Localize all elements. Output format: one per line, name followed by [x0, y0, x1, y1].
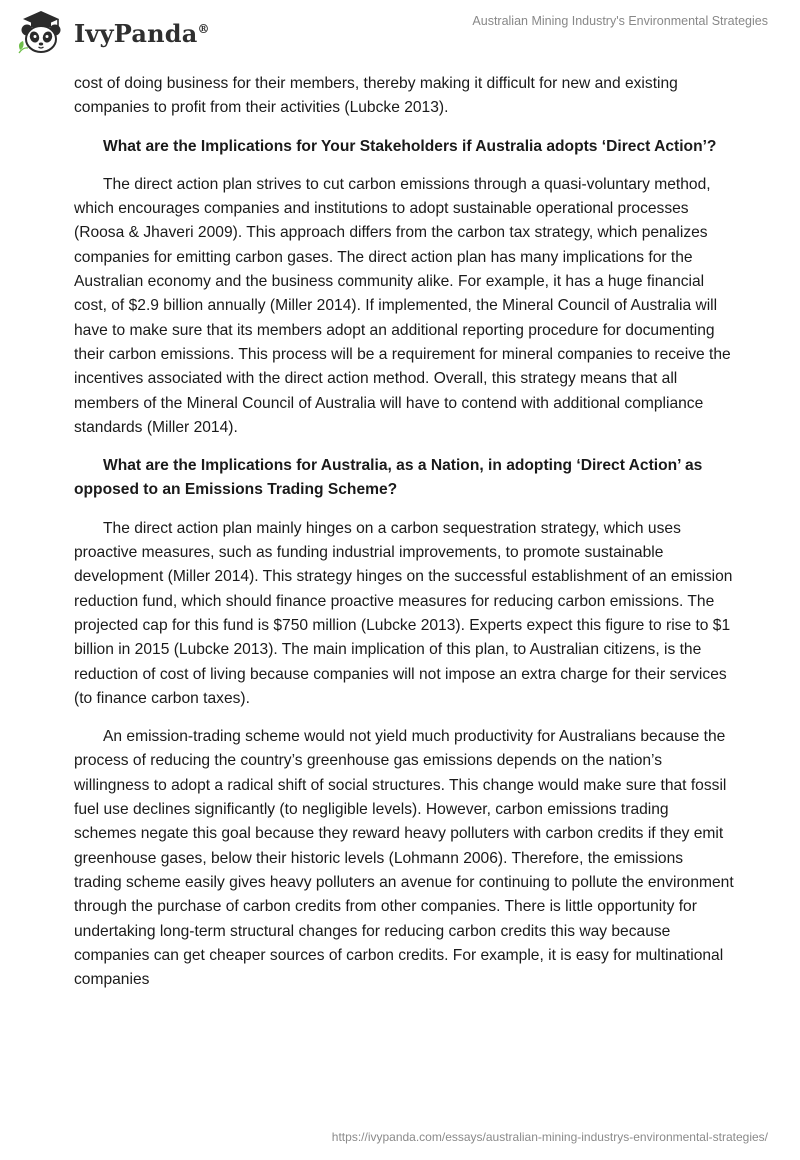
paragraph-sequestration: The direct action plan mainly hinges on a carbon sequestration strategy, which uses proactive measures, such as funding industrial improvements, to promote sustainable development (Miller 2014). This strategy hinges on the successful establishment of an emission reduction fund, which should finance proactive measures for reducing carbon emissions. The projected cap for this fund is $750 million (Lubcke 2013). Experts expect this figure to rise to $1 billion in 2015 (Lubcke 2013). The main implication of this plan, to Australian citizens, is the reduction of cost of living because companies will not impose an extra charge for their services (to finance carbon taxes). [74, 519, 733, 707]
source-url[interactable]: https://ivypanda.com/essays/australian-mining-industrys-environmental-strategies/ [331, 1130, 768, 1144]
logo-wordmark [74, 19, 210, 48]
paragraph-continued: cost of doing business for their members, thereby making it difficult for new and existing companies to profit from their activities (Lubcke 2013). [74, 75, 678, 117]
logo-name: IvyPanda [74, 18, 198, 48]
registered-mark: ® [197, 21, 210, 36]
section-heading-stakeholders: What are the Implications for Your Stakeholders if Australia adopts ‘Direct Action’? [103, 137, 717, 155]
section-heading-nation: What are the Implications for Australia, as a Nation, in adopting ‘Direct Action’ as opposed to an Emissions Trading Scheme? [74, 457, 703, 499]
panda-graduation-cap-icon [14, 6, 68, 60]
paragraph-direct-action: The direct action plan strives to cut carbon emissions through a quasi-voluntary method, which encourages companies and institutions to adopt sustainable operational processes (Roosa & Jhaveri 2009). This approach differs from the carbon tax strategy, which penalizes companies for emitting carbon gases. The direct action plan has many implications for the Australian economy and the business community alike. For example, it has a huge financial cost, of $2.9 billion annually (Miller 2014). If implemented, the Mineral Council of Australia will have to make sure that its members adopt an additional reporting procedure for documenting their carbon emissions. This process will be a requirement for mineral companies to receive the incentives associated with the direct action method. Overall, this strategy means that all members of the Mineral Council of Australia will have to contend with additional compliance standards (Miller 2014). [74, 175, 731, 436]
page-header [0, 0, 800, 70]
ivypanda-logo[interactable] [14, 6, 210, 60]
essay-content [74, 72, 734, 1006]
paragraph-emission-trading: An emission-trading scheme would not yield much productivity for Australians because the process of reducing the country’s greenhouse gas emissions depends on the nation’s willingness to adopt a radical shift of social structures. This change would make sure that fossil fuel use declines significantly (to negligible levels). However, carbon emissions trading schemes negate this goal because they reward heavy polluters with carbon credits if they emit greenhouse gases, below their historic levels (Lohmann 2006). Therefore, the emissions trading scheme easily gives heavy polluters an avenue for continuing to pollute the environment through the purchase of carbon credits from other companies. There is little opportunity for undertaking long-term structural changes for reducing carbon credits this way because companies can get cheaper sources of carbon credits. For example, it is easy for multinational companies [74, 728, 734, 989]
document-title: Australian Mining Industry's Environmental Strategies [472, 14, 768, 28]
